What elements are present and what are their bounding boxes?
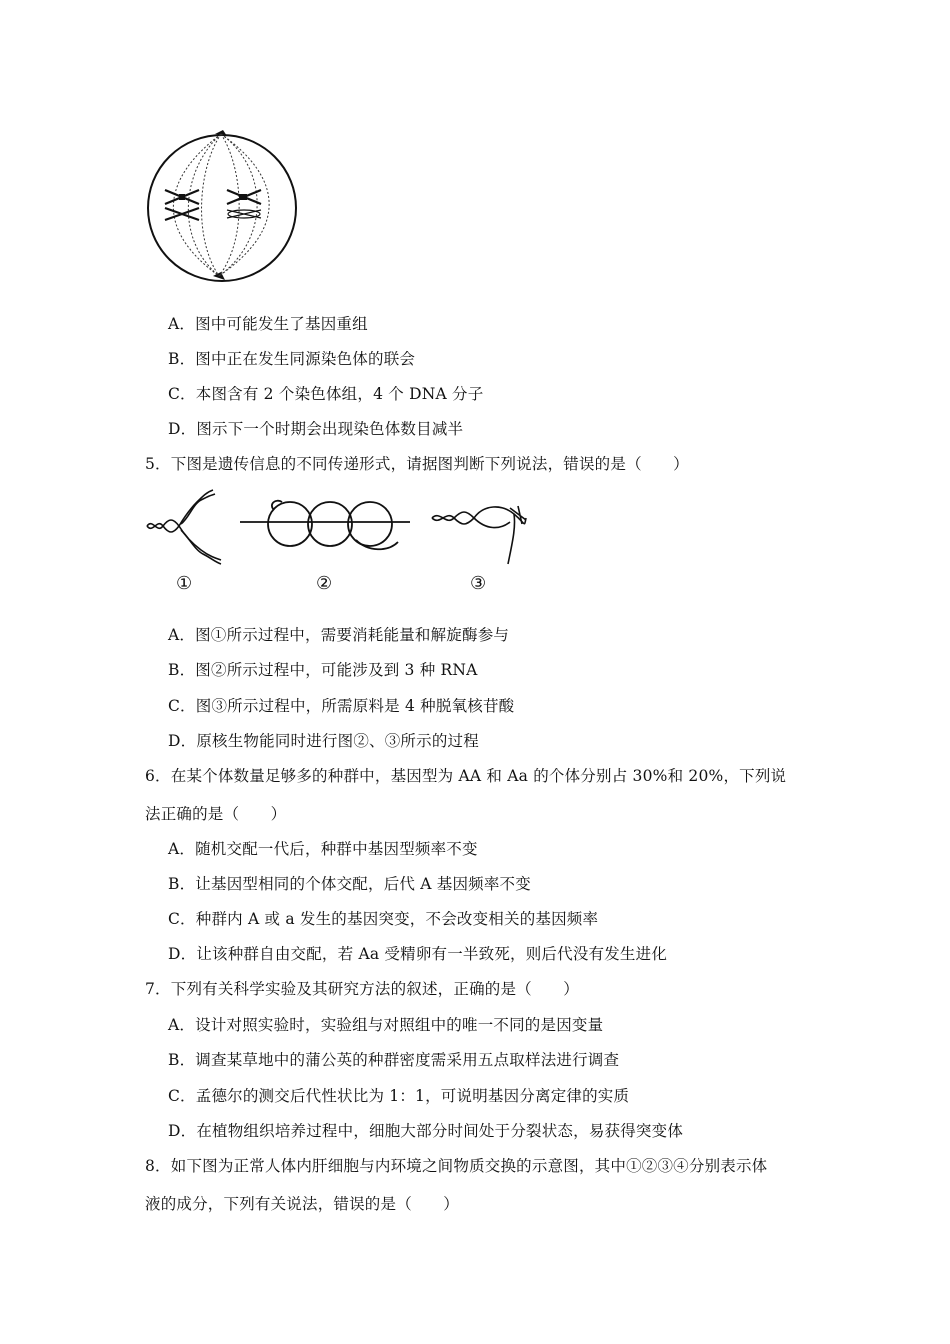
q7-option-b: B．调查某草地中的蒲公英的种群密度需采用五点取样法进行调查 [168, 1051, 620, 1069]
q5-stem: 5．下图是遗传信息的不同传递形式，请据图判断下列说法，错误的是（ ） [145, 455, 689, 473]
q6-stem-line1: 6．在某个体数量足够多的种群中，基因型为 AA 和 Aa 的个体分别占 30%和 20%，下列说 [145, 767, 787, 785]
cell-division-figure [143, 128, 303, 288]
figure-label-2: ② [316, 573, 333, 594]
figure-label-3: ③ [470, 573, 487, 594]
figure-label-1: ① [176, 573, 193, 594]
q7-stem: 7．下列有关科学实验及其研究方法的叙述，正确的是（ ） [145, 980, 579, 998]
q6-option-a: A．随机交配一代后，种群中基因型频率不变 [168, 840, 478, 858]
q5-option-a: A．图①所示过程中，需要消耗能量和解旋酶参与 [168, 626, 510, 644]
q7-option-d: D．在植物组织培养过程中，细胞大部分时间处于分裂状态，易获得突变体 [168, 1122, 684, 1140]
q5-option-b: B．图②所示过程中，可能涉及到 3 种 RNA [168, 661, 478, 679]
q4-option-c: C．本图含有 2 个染色体组，4 个 DNA 分子 [168, 385, 484, 403]
q5-option-c: C．图③所示过程中，所需原料是 4 种脱氧核苷酸 [168, 697, 515, 715]
q8-stem-line2: 液的成分，下列有关说法，错误的是（ ） [145, 1195, 460, 1213]
q4-option-a: A．图中可能发生了基因重组 [168, 315, 368, 333]
q4-option-b: B．图中正在发生同源染色体的联会 [168, 350, 416, 368]
q8-stem-line1: 8．如下图为正常人体内肝细胞与内环境之间物质交换的示意图，其中①②③④分别表示体 [145, 1157, 768, 1175]
q6-option-c: C．种群内 A 或 a 发生的基因突变，不会改变相关的基因频率 [168, 910, 599, 928]
q6-stem-line2: 法正确的是（ ） [145, 805, 287, 823]
q4-option-d: D．图示下一个时期会出现染色体数目减半 [168, 420, 464, 438]
dna-replication-figure [145, 488, 225, 568]
q5-option-d: D．原核生物能同时进行图②、③所示的过程 [168, 732, 479, 750]
translation-figure [238, 494, 413, 556]
transcription-figure [430, 494, 530, 566]
q6-option-d: D．让该种群自由交配，若 Aa 受精卵有一半致死，则后代没有发生进化 [168, 945, 668, 963]
q6-option-b: B．让基因型相同的个体交配，后代 A 基因频率不变 [168, 875, 531, 893]
q7-option-a: A．设计对照实验时，实验组与对照组中的唯一不同的是因变量 [168, 1016, 604, 1034]
q7-option-c: C．孟德尔的测交后代性状比为 1：1，可说明基因分离定律的实质 [168, 1087, 630, 1105]
